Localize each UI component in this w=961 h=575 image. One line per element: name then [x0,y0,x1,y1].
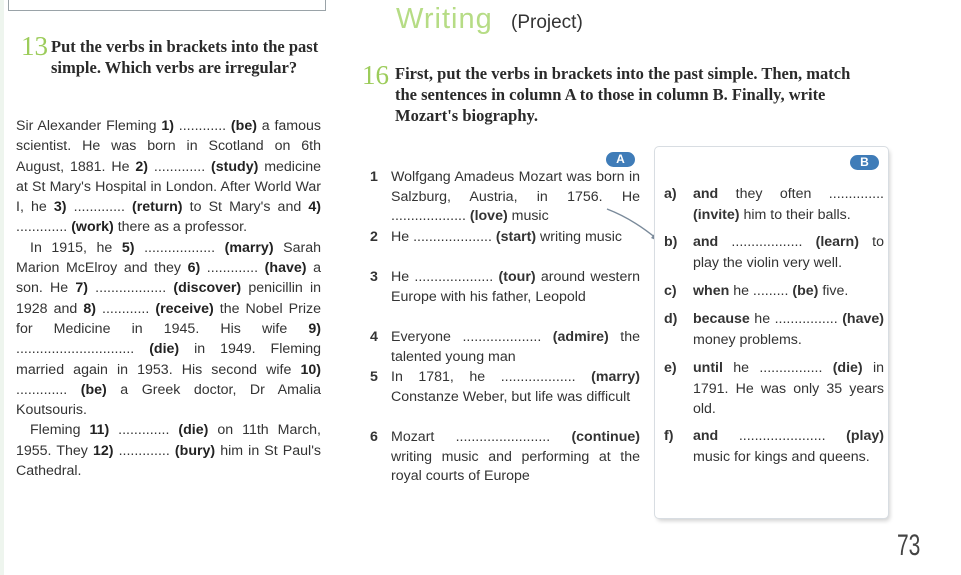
bold-fragment: (tour) [498,269,536,285]
item-number: 2 [370,229,378,245]
exercise-16-instruction: First, put the verbs in brackets into the past simple. Then, match the sentences in column A to those in column B. Finally, write Mozart's biography. [395,64,851,125]
bold-fragment: (die) [149,341,180,358]
bold-fragment: (study) [211,158,259,175]
item-letter: c) [664,283,677,299]
page-number: 73 [897,529,921,562]
project-subtitle: (Project) [511,12,583,33]
exercise-13-text [16,116,321,481]
bold-fragment: (marry) [591,369,640,385]
writing-title: Writing [396,3,493,35]
bold-fragment: 9) [308,320,321,337]
bold-fragment: (return) [132,199,183,216]
column-a-item [370,368,640,407]
bold-fragment: 7) [75,280,88,297]
column-a-item [370,328,640,367]
previous-box-edge [8,0,326,11]
column-a-item [370,428,640,487]
column-b-item [664,281,884,302]
exercise-13-number: 13 [21,31,48,61]
bold-fragment: because [693,311,750,327]
bold-fragment: 11) [89,422,110,439]
column-a-item [370,228,640,248]
item-text: and ...................... (play) music for kings and queens. [693,428,884,465]
item-text: Everyone .................... (admire) the talented young man [391,329,640,365]
item-text: Wolfgang Amadeus Mozart was born in Salzburg, Austria, in 1756. He ................... (love) music [391,169,640,224]
item-number: 4 [370,329,378,345]
item-letter: f) [664,428,674,444]
item-letter: b) [664,234,678,250]
bold-fragment: (love) [469,208,508,224]
bold-fragment: (work) [71,219,114,236]
bold-fragment: (be) [792,283,819,299]
bold-fragment: 5) [121,239,135,256]
bold-fragment: when [693,283,730,299]
bold-fragment: 6) [187,260,201,277]
bold-fragment: (receive) [155,300,214,317]
bold-fragment: (invite) [693,206,740,223]
bold-fragment: (marry) [224,239,274,256]
item-text: when he ......... (be) five. [693,283,849,299]
bold-fragment: (have) [264,260,307,277]
bold-fragment: 10) [300,361,321,378]
bold-fragment: and [693,428,719,444]
column-b-item [664,184,884,225]
bold-fragment: 4) [308,199,321,216]
bold-fragment: (die) [178,422,209,439]
item-letter: e) [664,360,677,376]
item-text: In 1781, he ................... (marry) Constanze Weber, but life was difficult [391,369,640,405]
paragraph: Sir Alexander Fleming 1) ............ (be) a famous scientist. He was born in Scotland on 6th August, 1881. He 2) ............. (study) medicine at St Mary's Hospital in London. After World War I, he 3) ............. (return) to St Mary's and 4) ............. (work) there as a professor. [16,118,321,236]
column-b-item [664,426,884,467]
bold-fragment: (die) [832,360,863,376]
item-text: He .................... (tour) around western Europe with his father, Leopold [391,269,640,305]
column-a [370,168,640,498]
bold-fragment: (start) [495,229,537,245]
item-number: 1 [370,169,378,185]
bold-fragment: (learn) [815,234,859,250]
item-number: 5 [370,369,378,385]
bold-fragment: (be) [80,381,107,398]
bold-fragment: until [693,360,723,376]
bold-fragment: (be) [230,118,257,134]
item-number: 3 [370,269,378,285]
column-b-item [664,232,884,273]
column-a-item [370,268,640,307]
bold-fragment: 2) [135,158,149,175]
item-text: and .................. (learn) to play the violin very well. [693,234,884,271]
item-text: and they often .............. (invite) him to their balls. [693,186,884,223]
bold-fragment: (bury) [174,442,216,459]
column-a-item [370,168,640,227]
column-b-item [664,358,884,420]
bold-fragment: 8) [83,300,96,317]
item-letter: d) [664,311,678,327]
column-b-item [664,309,884,350]
bold-fragment: (have) [842,311,884,327]
bold-fragment: 12) [92,442,114,459]
bold-fragment: (discover) [173,280,242,297]
item-text: Mozart ........................ (continue) writing music and performing at the royal courts of Europe [391,429,640,484]
column-b [664,184,884,504]
column-b-badge: B [850,155,879,170]
column-a-badge: A [606,152,635,167]
item-text: because he ................ (have) money problems. [693,311,884,348]
bold-fragment: 1) [161,118,174,134]
item-text: until he ................ (die) in 1791. He was only 35 years old. [693,360,884,417]
bold-fragment: and [693,234,719,250]
bold-fragment: 3) [53,199,67,216]
bold-fragment: (admire) [552,329,609,345]
item-letter: a) [664,186,677,202]
exercise-16-number: 16 [362,60,389,90]
bold-fragment: (play) [846,428,884,444]
item-number: 6 [370,429,378,445]
paragraph: Fleming 11) ............. (die) on 11th March, 1955. They 12) ............. (bury) him in St Paul's Cathedral. [16,422,322,480]
page-margin-strip [0,0,4,575]
bold-fragment: and [693,186,719,202]
paragraph: In 1915, he 5) .................. (marry) Sarah Marion McElroy and they 6) ............. (have) a son. He 7) .................. (discover) penicillin in 1928 and 8) ............ (receive) the Nobel Prize for Medicine in 1945. His wife 9) .............................. (die) in 1949. Fleming married again in 1953. His second wife 10) ............. (be) a Greek doctor, Dr Amalia Koutsouris. [16,239,322,419]
bold-fragment: (continue) [571,429,640,445]
item-text: He .................... (start) writing music [391,229,622,245]
exercise-13-instruction: Put the verbs in brackets into the past simple. Which verbs are irregular? [51,37,319,77]
